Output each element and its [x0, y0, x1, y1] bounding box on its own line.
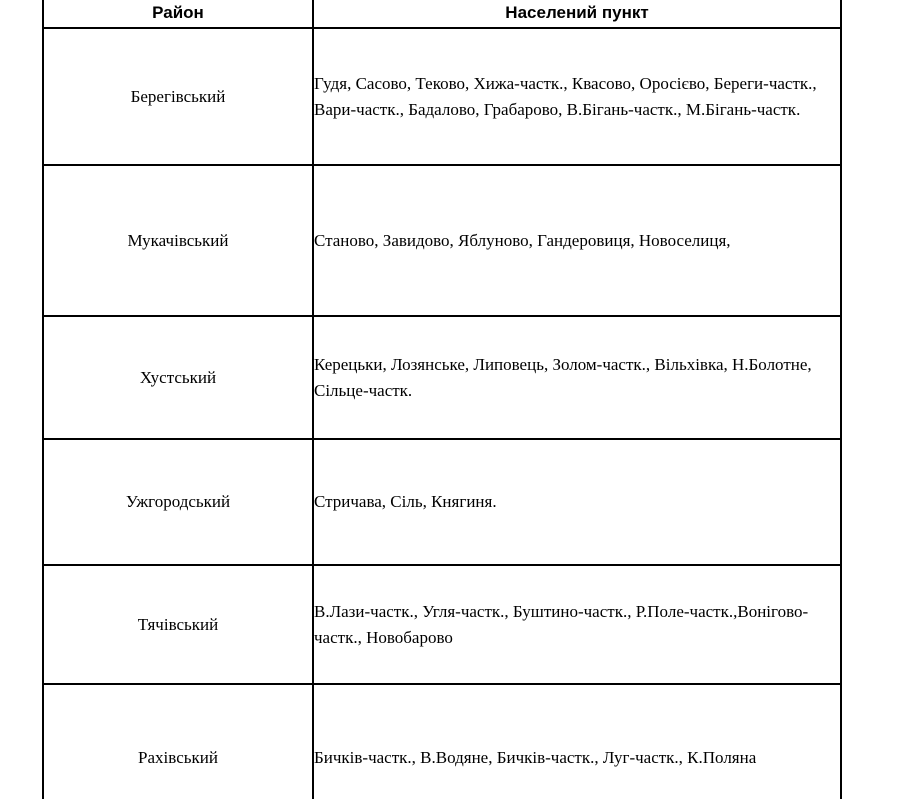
header-row [43, 0, 841, 28]
table-row [43, 316, 841, 439]
settlements-cell: Стричава, Сіль, Княгиня. [313, 439, 841, 565]
table-row [43, 439, 841, 565]
settlements-cell: Станово, Завидово, Яблуново, Гандеровиця, Новоселиця, [313, 165, 841, 316]
table-row [43, 165, 841, 316]
table-row [43, 28, 841, 165]
settlements-cell: В.Лази-частк., Угля-частк., Буштино-частк., Р.Поле-частк.,Вонігово-частк., Новобарово [313, 565, 841, 684]
district-cell: Хустський [43, 316, 313, 439]
district-cell: Мукачівський [43, 165, 313, 316]
district-cell: Ужгородський [43, 439, 313, 565]
district-cell: Рахівський [43, 684, 313, 799]
header-district: Район [43, 0, 313, 28]
table-row [43, 565, 841, 684]
table-body [43, 28, 841, 799]
settlements-cell: Бичків-частк., В.Водяне, Бичків-частк., Луг-частк., К.Поляна [313, 684, 841, 799]
settlements-cell: Гудя, Сасово, Теково, Хижа-частк., Квасово, Оросієво, Береги-частк., Вари-частк., Бадалово, Грабарово, В.Бігань-частк., М.Бігань-частк. [313, 28, 841, 165]
districts-table [42, 0, 842, 799]
header-settlement: Населений пункт [313, 0, 841, 28]
district-cell: Берегівський [43, 28, 313, 165]
table-row [43, 684, 841, 799]
table-header [43, 0, 841, 28]
settlements-cell: Керецьки, Лозянське, Липовець, Золом-частк., Вільхівка, Н.Болотне, Сільце-частк. [313, 316, 841, 439]
district-cell: Тячівський [43, 565, 313, 684]
